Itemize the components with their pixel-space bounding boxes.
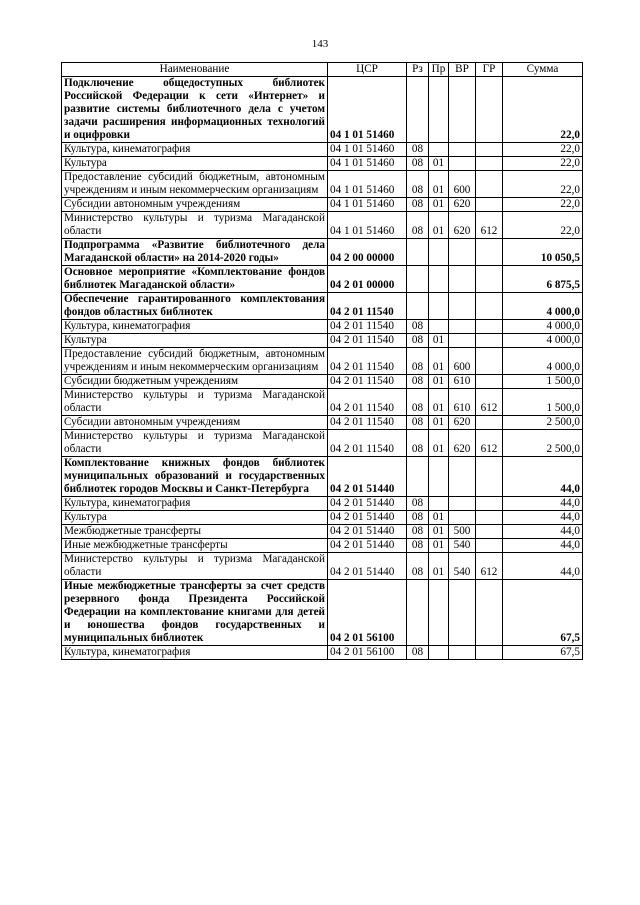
cell-pr [429, 239, 449, 266]
cell-sum: 22,0 [503, 77, 583, 143]
cell-sum: 2 500,0 [503, 430, 583, 457]
cell-csr: 04 1 01 51460 [328, 77, 407, 143]
cell-name: Министерство культуры и туризма Магаданской области [62, 553, 328, 580]
cell-csr: 04 1 01 51460 [328, 143, 407, 157]
table-row [62, 320, 583, 334]
cell-gr [476, 198, 503, 212]
cell-rz: 08 [407, 348, 429, 375]
cell-csr: 04 2 01 11540 [328, 320, 407, 334]
header-sum: Сумма [503, 63, 583, 77]
cell-rz: 08 [407, 198, 429, 212]
cell-vr: 620 [449, 198, 476, 212]
cell-vr: 540 [449, 553, 476, 580]
cell-pr: 01 [429, 511, 449, 525]
cell-name: Культура [62, 157, 328, 171]
cell-gr [476, 334, 503, 348]
cell-name: Подпрограмма «Развитие библиотечного дела Магаданской области» на 2014-2020 годы» [62, 239, 328, 266]
header-csr: ЦСР [328, 63, 407, 77]
page-number: 143 [311, 38, 329, 50]
cell-pr [429, 580, 449, 646]
cell-rz [407, 266, 429, 293]
table-row [62, 457, 583, 497]
cell-name: Культура, кинематография [62, 497, 328, 511]
cell-csr: 04 2 01 51440 [328, 553, 407, 580]
cell-pr: 01 [429, 198, 449, 212]
cell-sum: 44,0 [503, 539, 583, 553]
cell-pr: 01 [429, 212, 449, 239]
cell-rz: 08 [407, 497, 429, 511]
cell-vr [449, 511, 476, 525]
cell-pr: 01 [429, 171, 449, 198]
cell-rz: 08 [407, 171, 429, 198]
cell-name: Культура, кинематография [62, 143, 328, 157]
cell-vr [449, 646, 476, 660]
cell-pr: 01 [429, 525, 449, 539]
table-row [62, 553, 583, 580]
cell-vr [449, 334, 476, 348]
table-row [62, 348, 583, 375]
cell-name: Межбюджетные трансферты [62, 525, 328, 539]
cell-rz [407, 77, 429, 143]
cell-rz: 08 [407, 539, 429, 553]
cell-vr [449, 497, 476, 511]
cell-vr: 500 [449, 525, 476, 539]
table-row [62, 539, 583, 553]
cell-vr: 620 [449, 430, 476, 457]
cell-name: Министерство культуры и туризма Магаданской области [62, 389, 328, 416]
cell-vr [449, 157, 476, 171]
cell-gr [476, 457, 503, 497]
cell-sum: 6 875,5 [503, 266, 583, 293]
cell-pr [429, 646, 449, 660]
header-pr: Пр [429, 63, 449, 77]
cell-csr: 04 2 01 11540 [328, 334, 407, 348]
table-row [62, 77, 583, 143]
cell-name: Подключение общедоступных библиотек Российской Федерации к сети «Интернет» и развитие системы библиотечного дела с учетом задачи расширения информационных технологий и оцифровки [62, 77, 328, 143]
cell-gr [476, 497, 503, 511]
cell-name: Министерство культуры и туризма Магаданской области [62, 430, 328, 457]
cell-gr [476, 77, 503, 143]
cell-sum: 22,0 [503, 143, 583, 157]
cell-gr [476, 293, 503, 320]
cell-gr: 612 [476, 430, 503, 457]
cell-rz: 08 [407, 157, 429, 171]
cell-pr: 01 [429, 416, 449, 430]
table-row [62, 646, 583, 660]
cell-vr: 620 [449, 416, 476, 430]
budget-table [61, 62, 583, 660]
cell-csr: 04 2 01 51440 [328, 525, 407, 539]
cell-sum: 44,0 [503, 553, 583, 580]
cell-vr [449, 320, 476, 334]
cell-sum: 1 500,0 [503, 375, 583, 389]
cell-gr [476, 157, 503, 171]
cell-vr: 600 [449, 171, 476, 198]
cell-rz: 08 [407, 212, 429, 239]
cell-csr: 04 2 00 00000 [328, 239, 407, 266]
cell-name: Комплектование книжных фондов библиотек муниципальных образований и государственных библиотек городов Москвы и Санкт-Петербурга [62, 457, 328, 497]
cell-csr: 04 1 01 51460 [328, 212, 407, 239]
header-name: Наименование [62, 63, 328, 77]
cell-name: Основное мероприятие «Комплектование фондов библиотек Магаданской области» [62, 266, 328, 293]
cell-name: Субсидии автономным учреждениям [62, 198, 328, 212]
cell-name: Иные межбюджетные трансферты за счет средств резервного фонда Президента Российской Федерации на комплектование книгами для детей и юношества фондов государственных и муниципальных библиотек [62, 580, 328, 646]
cell-rz [407, 239, 429, 266]
table-row [62, 375, 583, 389]
cell-pr: 01 [429, 334, 449, 348]
cell-rz: 08 [407, 511, 429, 525]
cell-gr [476, 646, 503, 660]
cell-gr [476, 239, 503, 266]
cell-vr: 540 [449, 539, 476, 553]
cell-gr: 612 [476, 212, 503, 239]
cell-name: Предоставление субсидий бюджетным, автономным учреждениям и иным некоммерческим организациям [62, 348, 328, 375]
cell-gr [476, 266, 503, 293]
cell-gr [476, 320, 503, 334]
cell-pr [429, 143, 449, 157]
cell-pr [429, 77, 449, 143]
cell-sum: 44,0 [503, 525, 583, 539]
cell-pr: 01 [429, 430, 449, 457]
cell-csr: 04 2 01 11540 [328, 389, 407, 416]
cell-sum: 22,0 [503, 198, 583, 212]
cell-name: Обеспечение гарантированного комплектования фондов областных библиотек [62, 293, 328, 320]
table-row [62, 416, 583, 430]
cell-gr [476, 525, 503, 539]
cell-gr: 612 [476, 553, 503, 580]
table-row [62, 239, 583, 266]
cell-csr: 04 2 01 56100 [328, 646, 407, 660]
cell-pr [429, 266, 449, 293]
table-row [62, 497, 583, 511]
cell-rz: 08 [407, 320, 429, 334]
cell-rz [407, 457, 429, 497]
cell-csr: 04 2 01 51440 [328, 539, 407, 553]
cell-pr: 01 [429, 348, 449, 375]
cell-vr [449, 580, 476, 646]
cell-pr: 01 [429, 157, 449, 171]
table-row [62, 171, 583, 198]
cell-sum: 22,0 [503, 212, 583, 239]
cell-csr: 04 2 01 51440 [328, 457, 407, 497]
cell-pr [429, 320, 449, 334]
cell-sum: 4 000,0 [503, 334, 583, 348]
cell-name: Культура, кинематография [62, 320, 328, 334]
cell-name: Культура [62, 334, 328, 348]
cell-name: Субсидии автономным учреждениям [62, 416, 328, 430]
cell-vr: 610 [449, 389, 476, 416]
cell-sum: 4 000,0 [503, 293, 583, 320]
cell-rz: 08 [407, 389, 429, 416]
cell-gr [476, 375, 503, 389]
cell-name: Культура [62, 511, 328, 525]
cell-pr: 01 [429, 553, 449, 580]
cell-name: Предоставление субсидий бюджетным, автономным учреждениям и иным некоммерческим организациям [62, 171, 328, 198]
cell-csr: 04 1 01 51460 [328, 157, 407, 171]
table-body [62, 77, 583, 660]
table-row [62, 143, 583, 157]
table-row [62, 293, 583, 320]
table-header [62, 63, 583, 77]
cell-sum: 10 050,5 [503, 239, 583, 266]
cell-gr [476, 511, 503, 525]
cell-sum: 22,0 [503, 157, 583, 171]
cell-csr: 04 2 01 11540 [328, 375, 407, 389]
cell-csr: 04 2 01 11540 [328, 293, 407, 320]
cell-gr [476, 171, 503, 198]
cell-pr [429, 293, 449, 320]
cell-csr: 04 2 01 11540 [328, 348, 407, 375]
table-row [62, 525, 583, 539]
cell-pr: 01 [429, 539, 449, 553]
cell-csr: 04 2 01 56100 [328, 580, 407, 646]
table-row [62, 511, 583, 525]
cell-rz: 08 [407, 375, 429, 389]
cell-sum: 44,0 [503, 457, 583, 497]
header-vr: ВР [449, 63, 476, 77]
cell-csr: 04 2 01 51440 [328, 511, 407, 525]
table-row [62, 212, 583, 239]
cell-gr [476, 580, 503, 646]
cell-sum: 44,0 [503, 511, 583, 525]
cell-sum: 4 000,0 [503, 320, 583, 334]
cell-rz: 08 [407, 525, 429, 539]
cell-vr [449, 77, 476, 143]
cell-pr [429, 497, 449, 511]
cell-vr [449, 143, 476, 157]
table-row [62, 266, 583, 293]
cell-rz: 08 [407, 334, 429, 348]
table-row [62, 157, 583, 171]
header-gr: ГР [476, 63, 503, 77]
cell-sum: 67,5 [503, 646, 583, 660]
cell-vr [449, 457, 476, 497]
table-row [62, 198, 583, 212]
cell-rz: 08 [407, 646, 429, 660]
cell-rz: 08 [407, 430, 429, 457]
cell-sum: 22,0 [503, 171, 583, 198]
table-row [62, 430, 583, 457]
cell-gr [476, 416, 503, 430]
cell-vr: 620 [449, 212, 476, 239]
cell-name: Культура, кинематография [62, 646, 328, 660]
cell-vr [449, 293, 476, 320]
cell-gr [476, 143, 503, 157]
table-row [62, 334, 583, 348]
cell-rz: 08 [407, 416, 429, 430]
table-row [62, 580, 583, 646]
cell-sum: 67,5 [503, 580, 583, 646]
cell-pr [429, 457, 449, 497]
cell-gr [476, 539, 503, 553]
cell-csr: 04 2 01 11540 [328, 416, 407, 430]
cell-rz [407, 580, 429, 646]
header-rz: Рз [407, 63, 429, 77]
cell-rz: 08 [407, 553, 429, 580]
cell-name: Субсидии бюджетным учреждениям [62, 375, 328, 389]
cell-rz: 08 [407, 143, 429, 157]
cell-vr: 600 [449, 348, 476, 375]
cell-sum: 1 500,0 [503, 389, 583, 416]
cell-name: Министерство культуры и туризма Магаданской области [62, 212, 328, 239]
cell-csr: 04 1 01 51460 [328, 171, 407, 198]
cell-sum: 4 000,0 [503, 348, 583, 375]
cell-csr: 04 2 01 51440 [328, 497, 407, 511]
cell-rz [407, 293, 429, 320]
cell-csr: 04 2 01 11540 [328, 430, 407, 457]
table-row [62, 389, 583, 416]
cell-gr: 612 [476, 389, 503, 416]
cell-gr [476, 348, 503, 375]
cell-vr: 610 [449, 375, 476, 389]
cell-vr [449, 239, 476, 266]
cell-sum: 2 500,0 [503, 416, 583, 430]
cell-name: Иные межбюджетные трансферты [62, 539, 328, 553]
cell-csr: 04 1 01 51460 [328, 198, 407, 212]
cell-sum: 44,0 [503, 497, 583, 511]
cell-pr: 01 [429, 375, 449, 389]
cell-vr [449, 266, 476, 293]
cell-pr: 01 [429, 389, 449, 416]
cell-csr: 04 2 01 00000 [328, 266, 407, 293]
